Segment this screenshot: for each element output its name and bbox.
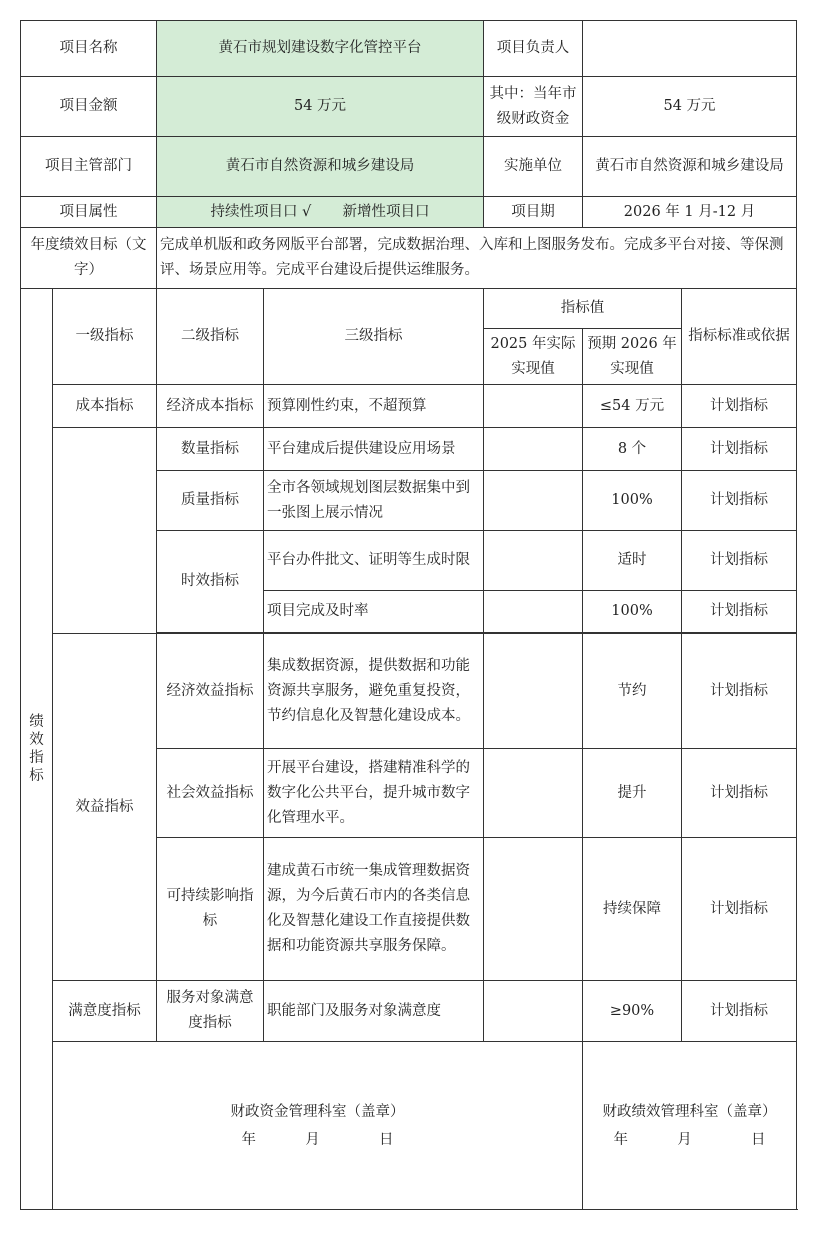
value-2026: 100% <box>583 471 682 531</box>
level2: 经济成本指标 <box>157 385 264 428</box>
attr-new: 新增性项目口 <box>342 203 430 220</box>
level3: 开展平台建设，搭建精准科学的数字化公共平台，提升城市数字化管理水平。 <box>264 749 484 838</box>
amount-label: 项目金额 <box>21 77 157 137</box>
form-table <box>20 20 797 1210</box>
level1-output <box>53 428 157 634</box>
goal-label: 年度绩效目标（文字） <box>21 228 157 289</box>
right-year: 年 <box>613 1131 629 1148</box>
level1-cost: 成本指标 <box>53 385 157 428</box>
dept-value: 黄石市自然资源和城乡建设局 <box>157 137 484 197</box>
sign-left <box>53 1042 583 1210</box>
table-row <box>21 634 797 749</box>
fiscal-value: 54 万元 <box>583 77 797 137</box>
value-2025 <box>484 749 583 838</box>
value-2025 <box>484 471 583 531</box>
value-2025 <box>484 838 583 981</box>
basis: 计划指标 <box>682 531 797 591</box>
attr-label: 项目属性 <box>21 197 157 228</box>
left-month: 月 <box>305 1131 320 1148</box>
right-day: 日 <box>750 1131 766 1148</box>
basis: 计划指标 <box>682 428 797 471</box>
value-2026: 100% <box>583 591 682 633</box>
table-row <box>21 981 797 1042</box>
level2: 社会效益指标 <box>157 749 264 838</box>
impl-value: 黄石市自然资源和城乡建设局 <box>583 137 797 197</box>
level3: 职能部门及服务对象满意度 <box>264 981 484 1042</box>
fiscal-label: 其中：当年市级财政资金 <box>484 77 583 137</box>
left-date <box>57 1126 578 1154</box>
basis: 计划指标 <box>682 634 797 749</box>
impl-label: 实施单位 <box>484 137 583 197</box>
value-2026: 提升 <box>583 749 682 838</box>
value-2026: 持续保障 <box>583 838 682 981</box>
basis: 计划指标 <box>682 838 797 981</box>
level2: 可持续影响指标 <box>157 838 264 981</box>
project-name-label: 项目名称 <box>21 21 157 77</box>
project-name-value: 黄石市规划建设数字化管控平台 <box>157 21 484 77</box>
right-date <box>587 1126 792 1154</box>
performance-target-form <box>20 20 796 1210</box>
level2: 数量指标 <box>157 428 264 471</box>
level3: 平台办件批文、证明等生成时限 <box>264 531 484 591</box>
value-2026: 节约 <box>583 634 682 749</box>
project-leader-value <box>583 21 797 77</box>
left-day: 日 <box>378 1131 394 1148</box>
goal-value: 完成单机版和政务网版平台部署，完成数据治理、入库和上图服务发布。完成多平台对接、等保测评、场景应用等。完成平台建设后提供运维服务。 <box>157 228 797 289</box>
level2: 质量指标 <box>157 471 264 531</box>
amount-value: 54 万元 <box>157 77 484 137</box>
period-value: 2026 年 1 月-12 月 <box>583 197 797 228</box>
value-2026: ≥90% <box>583 981 682 1042</box>
col-2025: 2025 年实际实现值 <box>484 329 583 385</box>
basis: 计划指标 <box>682 591 797 633</box>
level1-benefit: 效益指标 <box>53 634 157 981</box>
attr-value <box>157 197 484 228</box>
col-level3: 三级指标 <box>264 289 484 385</box>
col-value-group: 指标值 <box>484 289 682 329</box>
level3: 项目完成及时率 <box>264 591 484 633</box>
level2: 经济效益指标 <box>157 634 264 749</box>
right-office: 财政绩效管理科室（盖章） <box>602 1103 777 1120</box>
level1-satisfaction: 满意度指标 <box>53 981 157 1042</box>
project-leader-label: 项目负责人 <box>484 21 583 77</box>
level3: 平台建成后提供建设应用场景 <box>264 428 484 471</box>
dept-label: 项目主管部门 <box>21 137 157 197</box>
left-office: 财政资金管理科室（盖章） <box>230 1103 405 1120</box>
value-2026: 适时 <box>583 531 682 591</box>
value-2026: ≤54 万元 <box>583 385 682 428</box>
col-basis: 指标标准或依据 <box>682 289 797 385</box>
table-row <box>21 428 797 471</box>
value-2025 <box>484 981 583 1042</box>
sign-right <box>583 1042 797 1210</box>
period-label: 项目期 <box>484 197 583 228</box>
level3: 集成数据资源，提供数据和功能资源共享服务，避免重复投资，节约信息化及智慧化建设成本。 <box>264 634 484 749</box>
level3: 全市各领域规划图层数据集中到一张图上展示情况 <box>264 471 484 531</box>
right-month: 月 <box>677 1131 692 1148</box>
level2: 时效指标 <box>157 531 264 633</box>
attr-continuing: 持续性项目口 √ <box>210 203 312 220</box>
basis: 计划指标 <box>682 749 797 838</box>
col-level1: 一级指标 <box>53 289 157 385</box>
value-2026: 8 个 <box>583 428 682 471</box>
basis: 计划指标 <box>682 981 797 1042</box>
col-level2: 二级指标 <box>157 289 264 385</box>
level3: 预算刚性约束，不超预算 <box>264 385 484 428</box>
basis: 计划指标 <box>682 471 797 531</box>
value-2025 <box>484 385 583 428</box>
table-row <box>21 385 797 428</box>
side-label: 绩效指标 <box>29 714 44 784</box>
level2: 服务对象满意度指标 <box>157 981 264 1042</box>
value-2025 <box>484 591 583 633</box>
value-2025 <box>484 428 583 471</box>
level3: 建成黄石市统一集成管理数据资源，为今后黄石市内的各类信息化及智慧化建设工作直接提供数据和功能资源共享服务保障。 <box>264 838 484 981</box>
basis: 计划指标 <box>682 385 797 428</box>
value-2025 <box>484 634 583 749</box>
col-2026: 预期 2026 年实现值 <box>583 329 682 385</box>
side-label-cell <box>21 289 53 1210</box>
value-2025 <box>484 531 583 591</box>
left-year: 年 <box>241 1131 257 1148</box>
